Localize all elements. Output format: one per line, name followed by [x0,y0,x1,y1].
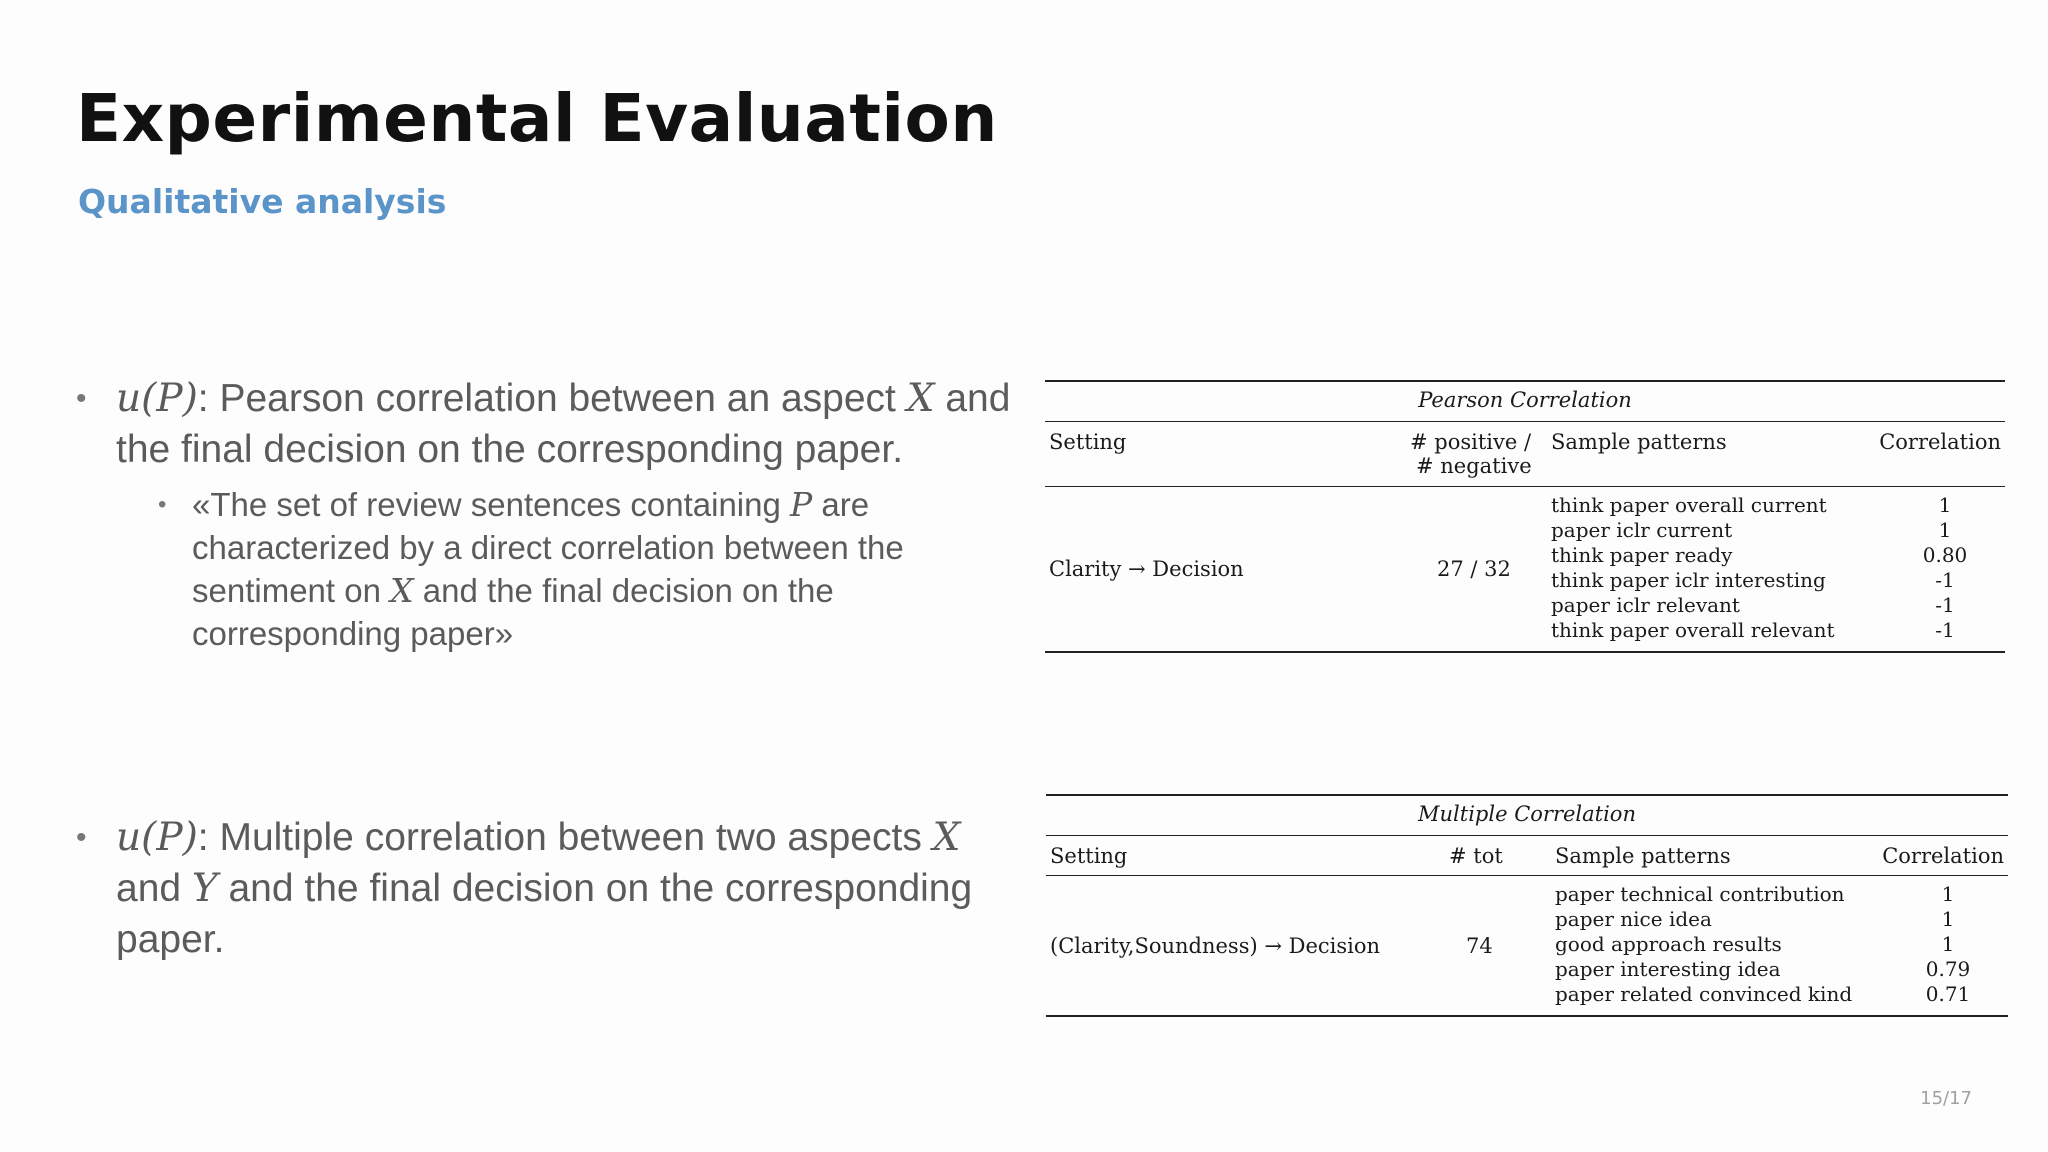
slide-subtitle: Qualitative analysis [78,182,447,221]
table-caption: Multiple Correlation [1418,802,1636,826]
header-counts-line1: # positive / [1410,430,1532,454]
table-rule [1046,875,2008,876]
math-var-y: Y [191,866,218,911]
pattern-item: paper iclr current [1551,518,1733,542]
pattern-item: paper nice idea [1555,907,1712,931]
bullet-group-multiple [76,812,1016,965]
row-counts: 27 / 32 [1437,557,1511,581]
header-tot: # tot [1449,844,1503,868]
quote-text: «The set of review sentences containing [192,486,791,523]
correlation-value: 1 [1941,932,1955,956]
table-top-rule [1045,380,2005,382]
correlation-list [1905,493,1985,643]
bullet-text: : Multiple correlation between two aspects [197,816,933,859]
pattern-list [1555,882,1852,1007]
pattern-item: think paper iclr interesting [1551,568,1826,592]
bullet-group-pearson [76,373,1016,655]
correlation-list [1908,882,1988,1007]
pattern-item: paper interesting idea [1555,957,1781,981]
table-rule [1045,486,2005,487]
slide-title: Experimental Evaluation [76,80,998,157]
math-var-x: X [932,815,961,860]
quote-text: and the final decision on the corresponding paper» [192,572,834,652]
math-var-x: X [906,376,935,421]
sub-bullet-quote [192,483,1016,655]
correlation-value: 0.80 [1922,543,1968,567]
pearson-table [1045,380,2005,655]
table-bottom-rule [1046,1015,2008,1017]
pattern-item: paper iclr relevant [1551,593,1740,617]
bullet-text: and [116,867,192,910]
pattern-item: paper technical contribution [1555,882,1845,906]
header-patterns: Sample patterns [1555,844,1731,868]
header-counts-line2: # negative [1416,454,1532,478]
math-u-p: u(P) [116,376,198,421]
correlation-value: -1 [1935,593,1955,617]
row-tot: 74 [1466,934,1493,958]
correlation-value: 0.71 [1925,982,1971,1006]
math-var-p: P [790,485,813,524]
correlation-value: -1 [1935,618,1955,642]
header-patterns: Sample patterns [1551,430,1727,454]
pattern-item: think paper overall current [1551,493,1827,517]
table-rule [1046,835,2008,836]
header-correlation: Correlation [1882,844,2004,868]
header-correlation: Correlation [1879,430,2001,454]
bullet-text: : Pearson correlation between an aspect [197,377,907,420]
table-rule [1045,421,2005,422]
table-caption: Pearson Correlation [1418,388,1632,412]
table-bottom-rule [1045,651,2005,653]
page-number: 15/17 [1920,1088,1972,1109]
pattern-list [1551,493,1835,643]
correlation-value: -1 [1935,568,1955,592]
math-u-p: u(P) [116,815,198,860]
bullet-multiple [76,812,1016,965]
correlation-value: 1 [1941,882,1955,906]
pattern-item: think paper overall relevant [1551,618,1835,642]
bullet-text: and the final decision on the corresponding paper. [116,867,973,961]
math-var-x: X [390,571,414,610]
row-setting: Clarity → Decision [1049,557,1244,581]
correlation-value: 1 [1941,907,1955,931]
pattern-item: paper related convinced kind [1555,982,1853,1006]
pattern-item: good approach results [1555,932,1782,956]
pattern-item: think paper ready [1551,543,1733,567]
header-setting: Setting [1049,430,1127,454]
quote-text: are characterized by a direct correlation between the sentiment on [192,486,904,609]
multiple-table [1046,794,2008,1019]
row-setting: (Clarity,Soundness) → Decision [1050,934,1381,958]
bullet-pearson [76,373,1016,475]
correlation-value: 1 [1938,518,1952,542]
correlation-value: 0.79 [1925,957,1971,981]
bullet-text: and the final decision on the corresponding paper. [116,377,1011,471]
correlation-value: 1 [1938,493,1952,517]
header-setting: Setting [1050,844,1128,868]
table-top-rule [1046,794,2008,796]
